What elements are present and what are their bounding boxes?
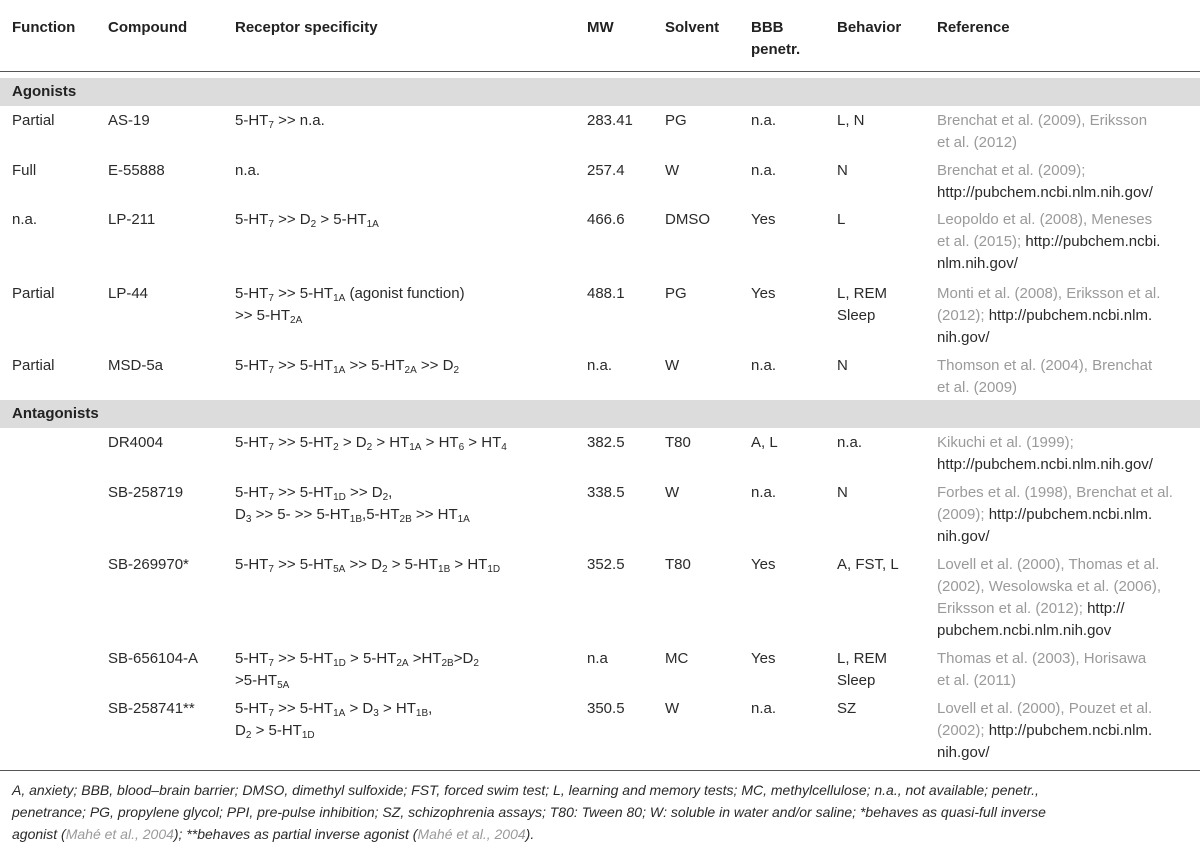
cell-solvent: T80: [665, 434, 691, 451]
receptor-text: > D: [338, 434, 367, 451]
header-mw: MW: [587, 19, 614, 36]
behavior-line: n.a.: [837, 434, 863, 451]
cell-bbb-penetration: n.a.: [751, 112, 777, 129]
cell-function: Partial: [12, 357, 55, 374]
section-title-antagonists: Antagonists: [12, 405, 99, 422]
receptor-text: (agonist function): [345, 285, 465, 302]
reference-citation-link[interactable]: (2002), Wesolowska et al. (2006),: [937, 578, 1161, 595]
receptor-text: D: [235, 722, 246, 739]
cell-mw: n.a: [587, 650, 608, 667]
receptor-text: 5-HT: [235, 556, 269, 573]
receptor-subscript: 2: [333, 442, 339, 453]
cell-reference: [937, 554, 1161, 642]
receptor-subscript: 2B: [399, 514, 412, 525]
reference-line: [937, 554, 1161, 576]
receptor-subscript: 1B: [349, 514, 363, 525]
cell-receptor-specificity: [235, 554, 500, 576]
cell-solvent: PG: [665, 285, 687, 302]
reference-line: [937, 454, 1153, 476]
receptor-text: >> 5-HT: [273, 357, 334, 374]
cell-solvent: W: [665, 357, 680, 374]
cell-bbb-penetration: n.a.: [751, 357, 777, 374]
receptor-subscript: 1B: [438, 564, 451, 575]
receptor-text: 5-HT: [235, 112, 269, 129]
receptor-text: ,5-HT: [362, 506, 400, 523]
reference-line: [937, 327, 1160, 349]
cell-compound: SB-258719: [108, 484, 184, 501]
cell-receptor-specificity: [235, 648, 479, 692]
receptor-text: 5-HT: [235, 357, 269, 374]
receptor-subscript: 7: [268, 365, 274, 376]
cell-behavior: [837, 209, 845, 231]
cell-bbb-penetration: A, L: [751, 434, 778, 451]
reference-line: [937, 742, 1152, 764]
receptor-subscript: 7: [268, 658, 274, 669]
receptor-subscript: 1B: [415, 708, 429, 719]
cell-mw: 350.5: [587, 700, 625, 717]
reference-url-link[interactable]: http://: [1087, 600, 1125, 617]
receptor-line: [235, 720, 432, 742]
cell-compound: LP-211: [108, 211, 156, 228]
receptor-text: >> 5-HT: [273, 484, 334, 501]
receptor-text: > 5-HT: [316, 211, 367, 228]
receptor-subscript: 7: [268, 708, 274, 719]
footer-rule: [0, 770, 1200, 771]
receptor-subscript: 3: [373, 708, 379, 719]
receptor-subscript: 6: [458, 442, 465, 453]
reference-url-link[interactable]: http://pubchem.ncbi.nlm.nih.gov/: [937, 456, 1153, 473]
reference-url-link[interactable]: http://pubchem.ncbi.nlm.: [988, 722, 1153, 739]
reference-line: [937, 209, 1160, 231]
receptor-subscript: 2: [382, 492, 389, 503]
receptor-subscript: 2A: [290, 315, 303, 326]
reference-url-link[interactable]: nih.gov/: [937, 528, 990, 545]
receptor-text: >> 5- >> 5-HT: [251, 506, 350, 523]
receptor-subscript: 2: [366, 442, 373, 453]
reference-citation-link[interactable]: Kikuchi et al. (1999);: [937, 434, 1074, 451]
reference-line: [937, 576, 1161, 598]
cell-mw: n.a.: [587, 357, 613, 374]
reference-url-link[interactable]: http://pubchem.ncbi.: [1025, 233, 1161, 250]
cell-mw: 466.6: [587, 211, 625, 228]
reference-citation-link[interactable]: (2012);: [937, 307, 989, 324]
receptor-line: [235, 305, 465, 327]
behavior-line: L, REM: [837, 285, 888, 302]
cell-bbb-penetration: Yes: [751, 556, 776, 573]
receptor-line: [235, 432, 507, 454]
behavior-line: N: [837, 162, 848, 179]
receptor-text: >HT: [408, 650, 442, 667]
behavior-line: SZ: [837, 700, 857, 717]
cell-reference: [937, 698, 1152, 764]
reference-url-link[interactable]: http://pubchem.ncbi.nlm.: [988, 307, 1153, 324]
receptor-line: [235, 504, 470, 526]
cell-mw: 257.4: [587, 162, 625, 179]
reference-citation-link[interactable]: (2002);: [937, 722, 989, 739]
cell-bbb-penetration: n.a.: [751, 484, 777, 501]
reference-citation-link[interactable]: Monti et al. (2008), Eriksson et al.: [937, 285, 1161, 302]
receptor-text: > HT: [450, 556, 488, 573]
cell-compound: SB-656104-A: [108, 650, 199, 667]
receptor-text: > HT: [464, 434, 502, 451]
cell-solvent: DMSO: [665, 211, 710, 228]
reference-line: [937, 253, 1160, 275]
receptor-text: 5-HT: [235, 434, 269, 451]
cell-reference: [937, 432, 1153, 476]
footnote-text: ).: [525, 826, 535, 842]
cell-behavior: [837, 554, 899, 576]
header-bbb: [751, 17, 800, 61]
header-function: Function: [12, 19, 76, 36]
receptor-text: >> D: [416, 357, 454, 374]
receptor-line: [235, 283, 465, 305]
header-bbb-line1: BBB: [751, 19, 784, 36]
receptor-subscript: 1A: [333, 293, 346, 304]
cell-behavior: [837, 698, 856, 720]
receptor-text: >D: [453, 650, 474, 667]
cell-compound: LP-44: [108, 285, 149, 302]
reference-line: [937, 182, 1153, 204]
reference-citation-link[interactable]: (2009);: [937, 506, 989, 523]
reference-citation-link[interactable]: Leopoldo et al. (2008), Meneses: [937, 211, 1153, 228]
cell-behavior: [837, 482, 848, 504]
reference-line: [937, 132, 1147, 154]
cell-receptor-specificity: [235, 698, 432, 742]
cell-mw: 283.41: [587, 112, 633, 129]
receptor-text: 5-HT: [235, 211, 269, 228]
receptor-subscript: 1D: [301, 730, 315, 741]
receptor-text: > HT: [372, 434, 410, 451]
receptor-subscript: 1D: [487, 564, 501, 575]
receptor-subscript: 7: [268, 120, 274, 131]
receptor-subscript: 7: [268, 442, 274, 453]
receptor-text: 5-HT: [235, 700, 269, 717]
cell-bbb-penetration: n.a.: [751, 700, 777, 717]
reference-citation-link[interactable]: et al. (2009): [937, 379, 1018, 396]
behavior-line: Sleep: [837, 672, 876, 689]
receptor-text: D: [235, 506, 246, 523]
receptor-subscript: 2B: [441, 658, 454, 669]
receptor-line: [235, 698, 432, 720]
cell-receptor-specificity: [235, 355, 459, 377]
receptor-text: >> 5-HT: [273, 650, 334, 667]
reference-citation-link[interactable]: Thomson et al. (2004), Brenchat: [937, 357, 1153, 374]
cell-function: Partial: [12, 285, 55, 302]
reference-url-link[interactable]: http://pubchem.ncbi.nlm.nih.gov/: [937, 184, 1153, 201]
behavior-line: L, REM: [837, 650, 888, 667]
receptor-subscript: 1A: [409, 442, 422, 453]
receptor-line: [235, 160, 260, 182]
receptor-text: > HT: [378, 700, 416, 717]
reference-line: [937, 504, 1173, 526]
receptor-subscript: 1D: [333, 658, 346, 669]
reference-citation-link[interactable]: Brenchat et al. (2009), Eriksson: [937, 112, 1148, 129]
receptor-subscript: 4: [501, 442, 507, 453]
cell-behavior: [837, 432, 862, 454]
reference-url-link[interactable]: nih.gov/: [937, 329, 990, 346]
reference-line: [937, 160, 1153, 182]
table-footnote: [12, 779, 1192, 845]
header-reference: Reference: [937, 19, 1010, 36]
cell-reference: [937, 160, 1153, 204]
receptor-text: n.a.: [235, 162, 261, 179]
cell-reference: [937, 648, 1146, 692]
reference-line: [937, 110, 1147, 132]
cell-solvent: MC: [665, 650, 689, 667]
reference-citation-link[interactable]: Lovell et al. (2000), Pouzet et al.: [937, 700, 1153, 717]
section-band-antagonists: [0, 400, 1200, 428]
receptor-line: [235, 209, 379, 231]
cell-mw: 338.5: [587, 484, 625, 501]
reference-line: [937, 720, 1152, 742]
reference-line: [937, 432, 1153, 454]
receptor-text: >> D: [345, 484, 383, 501]
reference-citation-link[interactable]: et al. (2012): [937, 134, 1018, 151]
receptor-subscript: 2: [310, 219, 317, 230]
reference-line: [937, 283, 1160, 305]
reference-line: [937, 698, 1152, 720]
cell-solvent: T80: [665, 556, 691, 573]
header-solvent: Solvent: [665, 19, 720, 36]
receptor-subscript: 1A: [333, 365, 346, 376]
cell-behavior: [837, 160, 848, 182]
cell-receptor-specificity: [235, 209, 379, 231]
cell-receptor-specificity: [235, 160, 260, 182]
cell-compound: AS-19: [108, 112, 150, 129]
footnote-line-1: A, anxiety; BBB, blood–brain barrier; DMSO, dimethyl sulfoxide; FST, forced swim test; L, learning and memory tests; MC, methylcellulose; n.a., not available; penetr.,: [12, 782, 1039, 798]
cell-solvent: W: [665, 484, 680, 501]
behavior-line: L, N: [837, 112, 865, 129]
receptor-line: [235, 670, 479, 692]
cell-solvent: PG: [665, 112, 687, 129]
header-behavior: Behavior: [837, 19, 902, 36]
receptor-subscript: 1A: [457, 514, 470, 525]
footnote-line-3: [12, 823, 1192, 845]
reference-line: [937, 305, 1160, 327]
receptor-line: [235, 554, 500, 576]
reference-line: [937, 482, 1173, 504]
receptor-line: [235, 355, 459, 377]
reference-line: [937, 231, 1160, 253]
cell-mw: 352.5: [587, 556, 625, 573]
cell-receptor-specificity: [235, 283, 465, 327]
section-band-agonists: [0, 78, 1200, 106]
receptor-subscript: 1A: [333, 708, 346, 719]
receptor-text: >> 5-HT: [273, 285, 334, 302]
receptor-text: >> HT: [411, 506, 458, 523]
header-receptor: Receptor specificity: [235, 19, 378, 36]
cell-mw: 488.1: [587, 285, 625, 302]
cell-behavior: [837, 648, 887, 692]
reference-citation-link[interactable]: Forbes et al. (1998), Brenchat et al.: [937, 484, 1173, 501]
reference-line: [937, 620, 1161, 642]
cell-reference: [937, 482, 1173, 548]
cell-reference: [937, 355, 1152, 399]
receptor-subscript: 3: [245, 514, 252, 525]
receptor-text: ,: [388, 484, 393, 501]
cell-solvent: W: [665, 162, 680, 179]
behavior-line: A, FST, L: [837, 556, 899, 573]
receptor-text: >> 5-HT: [345, 357, 405, 374]
cell-mw: 382.5: [587, 434, 625, 451]
receptor-subscript: 5A: [277, 680, 290, 691]
reference-line: [937, 377, 1152, 399]
cell-bbb-penetration: Yes: [751, 285, 776, 302]
receptor-text: > 5-HT: [345, 650, 397, 667]
reference-line: [937, 598, 1161, 620]
reference-url-link[interactable]: nlm.nih.gov/: [937, 255, 1018, 272]
footnote-line-2: penetrance; PG, propylene glycol; PPI, pre-pulse inhibition; SZ, schizophrenia assays; T80: Tween 80; W: soluble in water and/or saline; *behaves as quasi-full inverse: [12, 804, 1046, 820]
receptor-subscript: 7: [268, 293, 274, 304]
receptor-text: ,: [428, 700, 433, 717]
receptor-text: > 5-HT: [387, 556, 439, 573]
cell-function: Full: [12, 162, 37, 179]
receptor-text: > HT: [421, 434, 459, 451]
receptor-subscript: 2: [473, 658, 479, 669]
receptor-text: >> 5-HT: [235, 307, 291, 324]
cell-receptor-specificity: [235, 482, 470, 526]
header-compound: Compound: [108, 19, 188, 36]
cell-function: n.a.: [12, 211, 38, 228]
receptor-subscript: 7: [268, 219, 274, 230]
cell-reference: [937, 209, 1160, 275]
receptor-subscript: 1D: [333, 492, 346, 503]
cell-solvent: W: [665, 700, 680, 717]
receptor-text: >> n.a.: [273, 112, 325, 129]
behavior-line: Sleep: [837, 307, 876, 324]
receptor-text: >> D: [345, 556, 383, 573]
cell-bbb-penetration: Yes: [751, 650, 776, 667]
footnote-text: ); **behaves as partial inverse agonist (: [173, 826, 418, 842]
reference-citation-link[interactable]: Brenchat et al. (2009);: [937, 162, 1086, 179]
reference-citation-link[interactable]: et al. (2011): [937, 672, 1016, 689]
reference-line: [937, 355, 1152, 377]
receptor-text: >5-HT: [235, 672, 278, 689]
cell-bbb-penetration: Yes: [751, 211, 776, 228]
footnote-citation-link[interactable]: Mahé et al., 2004: [417, 826, 526, 842]
cell-receptor-specificity: [235, 110, 325, 132]
receptor-text: > D: [345, 700, 374, 717]
behavior-line: N: [837, 357, 848, 374]
receptor-subscript: 1A: [366, 219, 379, 230]
cell-compound: SB-258741**: [108, 700, 195, 717]
reference-url-link[interactable]: nih.gov/: [937, 744, 990, 761]
receptor-line: [235, 110, 325, 132]
header-rule: [0, 71, 1200, 72]
reference-line: [937, 648, 1146, 670]
receptor-text: >> 5-HT: [273, 556, 334, 573]
receptor-line: [235, 482, 470, 504]
reference-url-link[interactable]: http://pubchem.ncbi.nlm.: [988, 506, 1153, 523]
receptor-text: >> 5-HT: [273, 700, 334, 717]
reference-citation-link[interactable]: Thomas et al. (2003), Horisawa: [937, 650, 1147, 667]
cell-behavior: [837, 355, 848, 377]
reference-citation-link[interactable]: Eriksson et al. (2012);: [937, 600, 1088, 617]
reference-line: [937, 670, 1146, 692]
behavior-line: N: [837, 484, 848, 501]
cell-compound: SB-269970*: [108, 556, 189, 573]
receptor-text: 5-HT: [235, 650, 269, 667]
receptor-subscript: 2A: [396, 658, 409, 669]
cell-reference: [937, 283, 1160, 349]
behavior-line: L: [837, 211, 846, 228]
reference-url-link[interactable]: pubchem.ncbi.nlm.nih.gov: [937, 622, 1112, 639]
cell-function: Partial: [12, 112, 55, 129]
receptor-subscript: 2: [245, 730, 252, 741]
receptor-subscript: 7: [268, 564, 274, 575]
receptor-subscript: 5A: [333, 564, 346, 575]
receptor-text: 5-HT: [235, 484, 269, 501]
receptor-text: 5-HT: [235, 285, 269, 302]
receptor-subscript: 7: [268, 492, 274, 503]
cell-behavior: [837, 283, 887, 327]
cell-compound: MSD-5a: [108, 357, 164, 374]
cell-compound: E-55888: [108, 162, 165, 179]
receptor-text: >> D: [273, 211, 311, 228]
cell-compound: DR4004: [108, 434, 164, 451]
receptor-subscript: 2: [453, 365, 459, 376]
footnote-citation-link[interactable]: Mahé et al., 2004: [65, 826, 174, 842]
cell-bbb-penetration: n.a.: [751, 162, 777, 179]
reference-line: [937, 526, 1173, 548]
receptor-subscript: 2: [382, 564, 388, 575]
receptor-text: >> 5-HT: [273, 434, 334, 451]
footnote-text: agonist (: [12, 826, 66, 842]
header-bbb-line2: penetr.: [751, 41, 801, 58]
receptor-text: > 5-HT: [251, 722, 302, 739]
cell-receptor-specificity: [235, 432, 507, 454]
reference-citation-link[interactable]: Lovell et al. (2000), Thomas et al.: [937, 556, 1160, 573]
reference-citation-link[interactable]: et al. (2015);: [937, 233, 1026, 250]
cell-reference: [937, 110, 1147, 154]
receptor-subscript: 2A: [404, 365, 417, 376]
cell-behavior: [837, 110, 865, 132]
receptor-line: [235, 648, 479, 670]
section-title-agonists: Agonists: [12, 83, 77, 100]
